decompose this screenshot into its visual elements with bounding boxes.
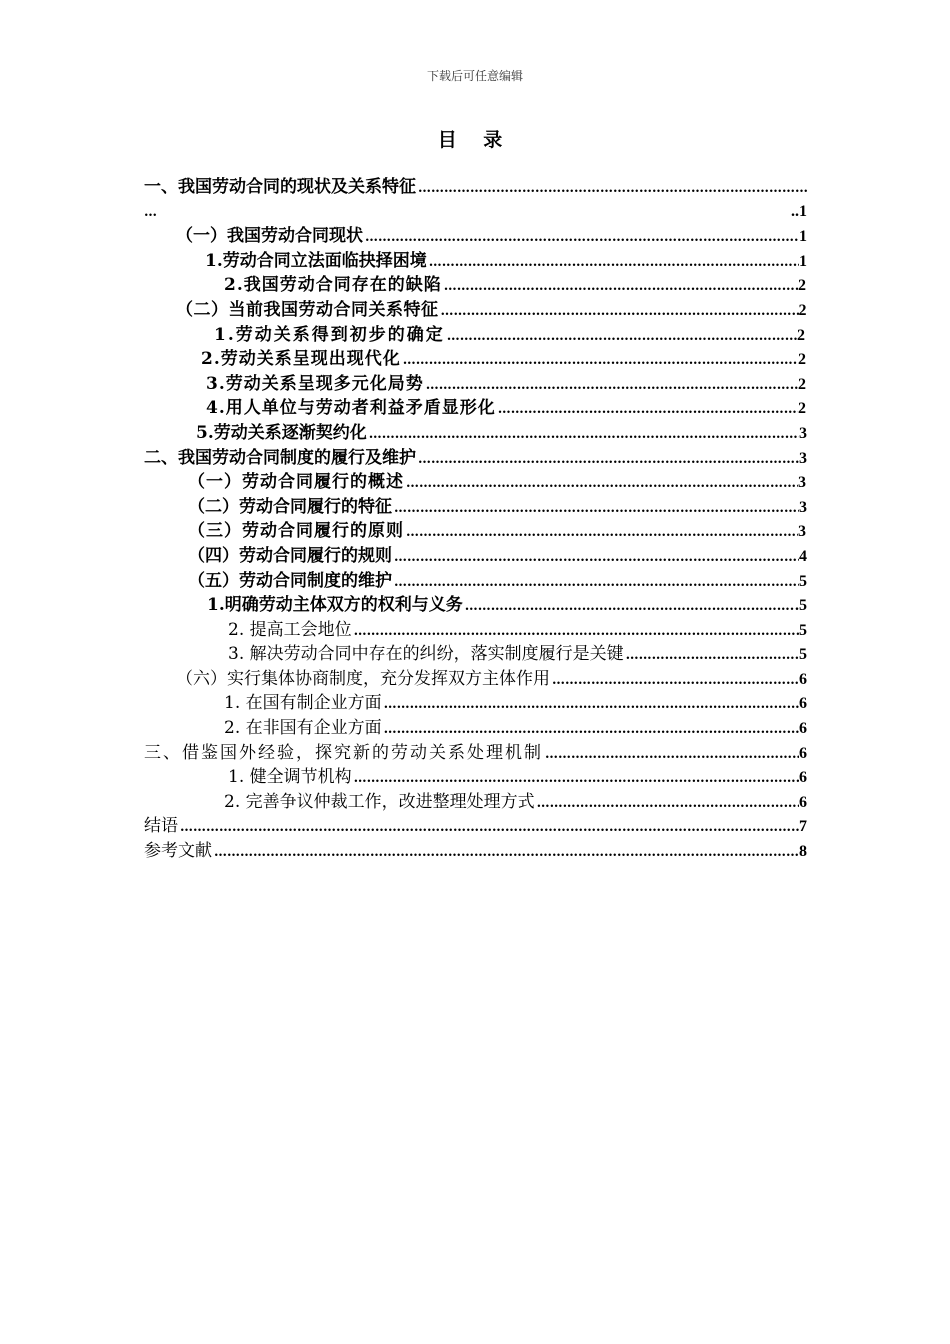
toc-leader-dots (496, 398, 798, 421)
toc-entry-page: 6 (799, 769, 807, 787)
toc-entry-conclusion[interactable] (144, 814, 807, 839)
toc-entry-page: 1 (799, 228, 807, 246)
toc-entry-2-2[interactable] (144, 495, 807, 520)
toc-entry-page: 3 (799, 449, 807, 467)
toc-leader-dots (392, 546, 799, 569)
toc-leader-dots (543, 743, 799, 766)
toc-entry-2-6-1[interactable] (144, 691, 807, 716)
toc-entry-text: （四）劳动合同履行的规则 (188, 545, 392, 566)
toc-entry-2-5-2[interactable] (144, 618, 807, 643)
toc-entry-page: 6 (799, 793, 807, 811)
toc-leader-dots (463, 595, 795, 618)
toc-entry-text: 2.劳动关系呈现出现代化 (201, 349, 401, 370)
toc-entry-2-5-1[interactable] (144, 593, 807, 618)
toc-entry-text: 2. 提高工会地位 (228, 619, 352, 640)
toc-entry-text: 2.我国劳动合同存在的缺陷 (224, 275, 442, 296)
toc-entry-text: 参考文献 (144, 841, 212, 862)
toc-entry-page: 5 (799, 646, 807, 664)
toc-entry-page: 2 (798, 351, 807, 369)
toc-entry-text: （一）我国劳动合同现状 (176, 226, 363, 247)
toc-entry-text: 3.劳动关系呈现多元化局势 (206, 373, 424, 394)
toc-leader-dots (367, 423, 799, 446)
toc-entry-1-2[interactable] (144, 298, 807, 323)
toc-leader-dots (416, 448, 799, 471)
toc-entry-text: （二）劳动合同履行的特征 (188, 496, 392, 517)
toc-entry-text: （五）劳动合同制度的维护 (188, 570, 392, 591)
toc-leader-dots (404, 472, 798, 495)
toc-entry-page: 6 (799, 744, 807, 762)
toc-entry-page: 6 (799, 670, 807, 688)
toc-entry-page: 1 (799, 252, 807, 270)
toc-entry-3-1[interactable] (144, 765, 807, 790)
toc-entry-text: 1. 健全调节机构 (228, 767, 352, 788)
toc-entry-text: 1.劳动合同立法面临抉择困境 (205, 250, 427, 271)
toc-entry-page: 8 (799, 843, 807, 861)
toc-entry-text: 1.明确劳动主体双方的权利与义务 (207, 595, 463, 616)
toc-entry-page: 6 (799, 720, 807, 738)
toc-entry-text: （一）劳动合同履行的概述 (188, 472, 404, 493)
toc-entry-1-1-2[interactable] (144, 273, 807, 298)
toc-entry-text: 三、借鉴国外经验，探究新的劳动关系处理机制 (144, 742, 543, 763)
toc-entry-page: 3 (799, 498, 807, 516)
toc-entry-2-6[interactable] (144, 667, 807, 692)
toc-entry-page: 5 (799, 621, 807, 639)
toc-leader-dots (382, 718, 799, 741)
toc-entry-page: 5 (799, 572, 807, 590)
toc-entry-references[interactable] (144, 839, 807, 864)
header-note: 下载后可任意编辑 (426, 69, 523, 83)
toc-entry-page: 3 (798, 474, 807, 492)
toc-leader-dots (416, 177, 807, 200)
toc-entry-2-5-3[interactable] (144, 642, 807, 667)
toc-entry-page: 2 (798, 277, 807, 295)
toc-title: 目 录 (437, 129, 513, 151)
toc-leader-dots (382, 693, 799, 716)
toc-entry-text: 2. 完善争议仲裁工作，改进整理处理方式 (224, 791, 535, 812)
toc-entry-1-continued[interactable] (144, 200, 807, 225)
toc-entry-page: 2 (798, 400, 807, 418)
toc-leader-dots (550, 669, 799, 692)
table-of-contents (144, 175, 807, 864)
toc-entry-text: 4.用人单位与劳动者利益矛盾显形化 (206, 398, 496, 419)
toc-entry-1-1[interactable] (144, 224, 807, 249)
toc-leader-dots (445, 325, 797, 348)
toc-entry-page: 2 (798, 301, 807, 319)
toc-entry-text: 3. 解决劳动合同中存在的纠纷，落实制度履行是关键 (228, 644, 624, 665)
toc-entry-2-4[interactable] (144, 544, 807, 569)
toc-leader-dots (442, 275, 798, 298)
toc-entry-3[interactable] (144, 741, 807, 766)
toc-leader-dots (427, 251, 799, 274)
toc-entry-text: 1.劳动关系得到初步的确定 (214, 324, 445, 345)
toc-entry-text: 5.劳动关系逐渐契约化 (196, 422, 367, 443)
toc-entry-page: ..1 (791, 202, 807, 220)
toc-entry-2-5[interactable] (144, 569, 807, 594)
toc-leader-dots (363, 226, 799, 249)
toc-leader-dots (392, 571, 799, 594)
toc-entry-page: 7 (799, 818, 807, 836)
toc-entry-1-1-1[interactable] (144, 249, 807, 274)
toc-entry-page: 4 (799, 547, 807, 565)
toc-entry-text: 一、我国劳动合同的现状及关系特征 (144, 177, 416, 197)
toc-leader-dots (404, 521, 798, 544)
toc-entry-page: 2 (797, 326, 807, 344)
toc-leader-dots (439, 300, 799, 323)
toc-entry-page: .5 (795, 597, 807, 615)
toc-entry-text: （六）实行集体协商制度，充分发挥双方主体作用 (176, 668, 550, 689)
toc-entry-text: 二、我国劳动合同制度的履行及维护 (144, 447, 416, 468)
toc-entry-2-1[interactable] (144, 470, 807, 495)
toc-entry-1-2-2[interactable] (144, 347, 807, 372)
toc-entry-page: 3 (799, 424, 807, 442)
toc-entry-page: 2 (798, 375, 807, 393)
toc-entry-2-3[interactable] (144, 519, 807, 544)
toc-leader-dots (352, 767, 799, 790)
toc-entry-page: 3 (798, 523, 807, 541)
toc-entry-1-2-4[interactable] (144, 396, 807, 421)
toc-entry-1-2-5[interactable] (144, 421, 807, 446)
toc-leader-dots (401, 349, 798, 372)
toc-entry-text: （二）当前我国劳动合同关系特征 (176, 299, 439, 320)
toc-entry-1[interactable] (144, 175, 807, 200)
toc-leader-dots (212, 841, 799, 864)
toc-leader-dots (352, 620, 799, 643)
toc-leader-dots (624, 644, 799, 667)
toc-leader-dots (424, 374, 798, 397)
toc-entry-page: 6 (799, 695, 807, 713)
toc-entry-text: 结语 (144, 816, 178, 837)
toc-leader-dots (178, 816, 799, 839)
toc-entry-text: 1. 在国有制企业方面 (224, 693, 382, 714)
toc-entry-1-2-1[interactable] (144, 323, 807, 348)
toc-entry-text: （三）劳动合同履行的原则 (188, 521, 404, 542)
toc-leader-dots (535, 792, 799, 815)
toc-leader-dots (392, 497, 799, 520)
toc-entry-3-2[interactable] (144, 790, 807, 815)
toc-entry-2[interactable] (144, 446, 807, 471)
toc-entry-text: 2. 在非国有企业方面 (224, 718, 382, 739)
toc-entry-1-2-3[interactable] (144, 372, 807, 397)
toc-entry-2-6-2[interactable] (144, 716, 807, 741)
toc-leader-dots: … (144, 204, 157, 220)
